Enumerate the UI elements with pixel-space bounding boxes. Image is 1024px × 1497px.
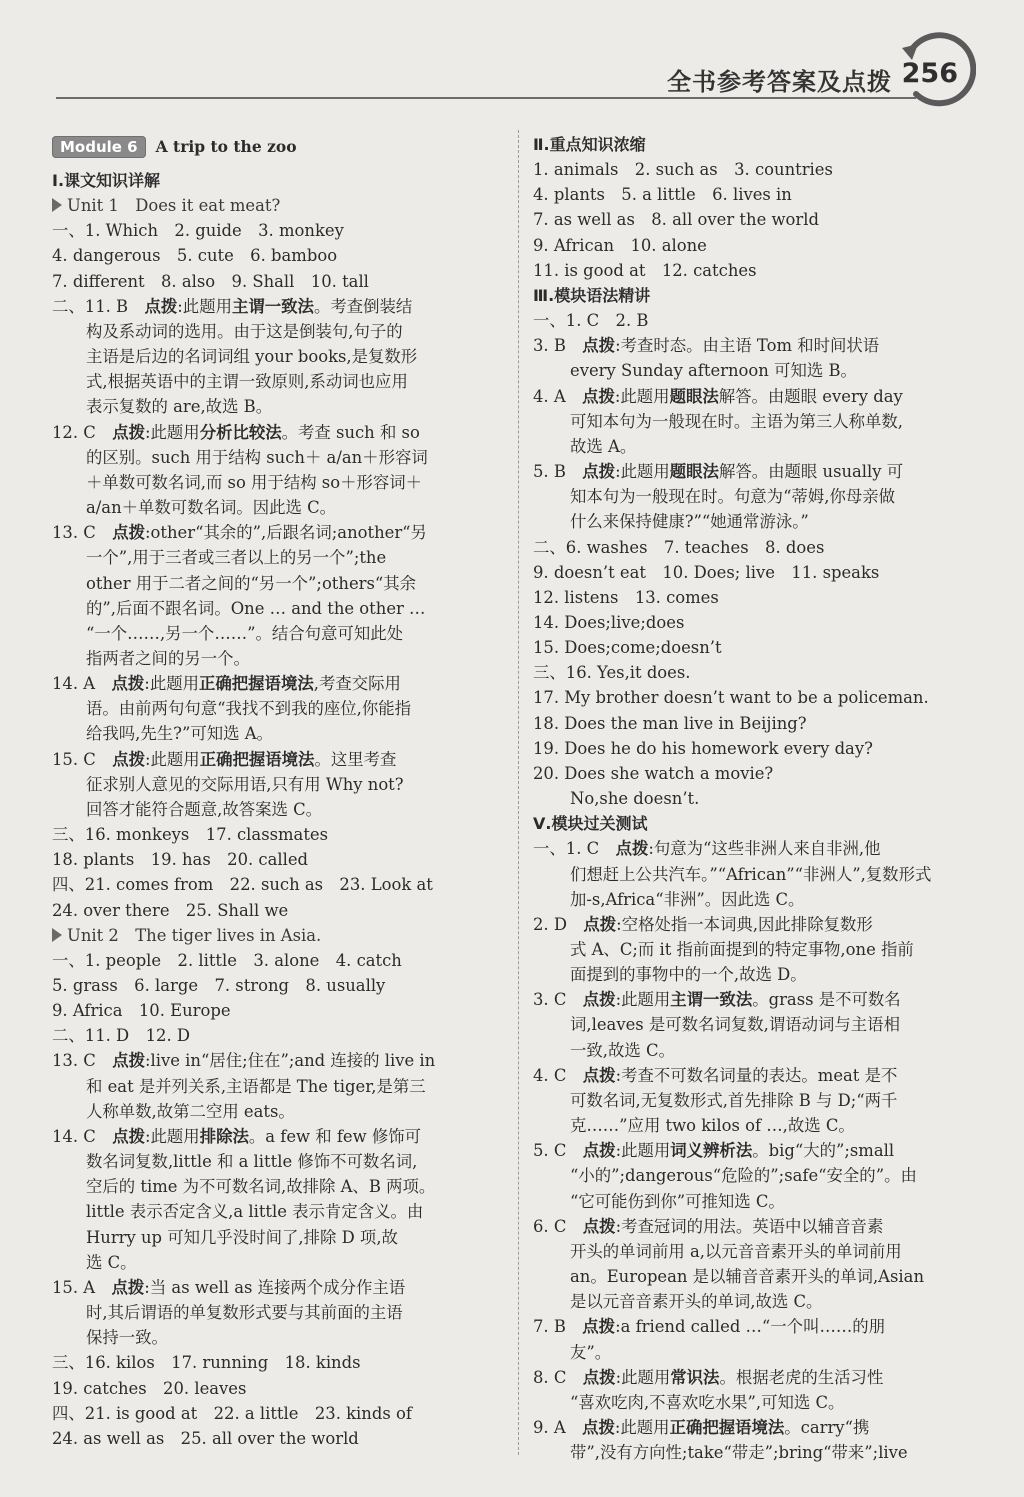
answer-line: [52, 1048, 504, 1073]
answer-line: 20. Does she watch a movie?: [533, 763, 774, 783]
answer-line: 11. is good at 12. catches: [533, 260, 757, 280]
answer-continuation: 可数名词,无复数形式,首先排除 B 与 D;“两千: [570, 1090, 898, 1110]
answer-continuation: 克……”应用 two kilos of …,故选 C。: [570, 1116, 855, 1136]
answer-continuation: 们想赶上公共汽车。”“African”“非洲人”,复数形式: [570, 864, 932, 884]
answer-continuation: 面提到的事物中的一个,故选 D。: [570, 965, 807, 985]
answer-continuation: 回答才能符合题意,故答案选 C。: [86, 799, 323, 819]
answer-line: 19. Does he do his homework every day?: [533, 738, 873, 758]
method-name: 主谓一致法: [670, 990, 753, 1010]
method-name: 常识法: [670, 1367, 720, 1387]
method-name: 分析比较法: [199, 422, 282, 442]
answer-continuation: other 用于二者之间的“另一个”;others“其余: [86, 573, 417, 593]
answer-line: 一、1. Which 2. guide 3. monkey: [52, 221, 344, 241]
answer-number: 4. C: [533, 1065, 583, 1085]
tip-label: 点拨: [582, 462, 616, 482]
answer-number: 13. C: [52, 523, 113, 543]
answer-line: 7. different 8. also 9. Shall 10. tall: [52, 271, 369, 291]
answer-number: 14. C: [52, 1126, 113, 1146]
method-name: 题眼法: [669, 462, 719, 482]
tip-text: 。a few 和 few 修饰可: [248, 1126, 422, 1146]
answer-line: 24. as well as 25. all over the world: [52, 1428, 359, 1448]
tip-label: 点拨: [582, 1367, 616, 1387]
answer-continuation: 表示复数的 are,故选 B。: [86, 397, 273, 417]
answer-number: 12. C: [52, 422, 113, 442]
tip-text: 解答。由题眼 usually 可: [718, 462, 904, 482]
answer-line: [533, 1415, 993, 1440]
answer-number: 二、11. B: [52, 296, 145, 316]
answer-line: [533, 1365, 993, 1390]
answer-continuation: 保持一致。: [86, 1328, 168, 1348]
tip-label: 点拨: [583, 914, 617, 934]
answer-continuation: 选 C。: [86, 1252, 137, 1272]
tip-label: 点拨: [112, 1126, 145, 1146]
answer-continuation: 开头的单词前用 a,以元音音素开头的单词前用: [570, 1241, 902, 1261]
answer-continuation: every Sunday afternoon 可知选 B。: [570, 361, 857, 381]
left-column: [52, 132, 504, 1451]
answer-continuation: ＋单数可数名词,而 so 用于结构 so＋形容词＋: [86, 472, 423, 492]
section-heading: Ⅱ.重点知识浓缩: [533, 135, 646, 154]
tip-text: 解答。由题眼 every day: [718, 386, 903, 406]
answer-line: 9. Africa 10. Europe: [52, 1001, 231, 1021]
answer-continuation: 的区别。such 用于结构 such＋ a/an＋形容词: [86, 447, 428, 467]
tip-label: 点拨: [111, 1277, 145, 1297]
tip-label: 点拨: [582, 1317, 616, 1337]
method-name: 正确把握语境法: [669, 1417, 785, 1437]
answer-line: 18. plants 19. has 20. called: [52, 850, 309, 870]
answer-line: 5. grass 6. large 7. strong 8. usually: [52, 976, 386, 995]
column-divider: [518, 130, 519, 1455]
module-badge: Module 6: [52, 136, 146, 158]
tip-text: :此题用: [615, 462, 670, 482]
answer-line: 7. as well as 8. all over the world: [533, 210, 819, 230]
page-header: [0, 0, 1024, 110]
answer-continuation: 给我吗,先生?”可知选 A。: [86, 724, 273, 744]
tip-label: 点拨: [582, 1141, 616, 1161]
answer-continuation: 什么来保持健康?”“她通常游泳。”: [570, 512, 809, 532]
tip-text: :a friend called …“一个叫……的朋: [615, 1317, 886, 1337]
answer-continuation: 词,leaves 是可数名词复数,谓语动词与主语相: [570, 1015, 900, 1035]
page-number: 256: [901, 58, 958, 89]
answer-number: 15. A: [52, 1277, 112, 1297]
tip-text: 。考查 such 和 so: [281, 422, 420, 442]
tip-label: 点拨: [144, 296, 178, 316]
answer-continuation: “喜欢吃肉,不喜欢吃水果”,可知选 C。: [570, 1392, 845, 1412]
answer-continuation: 是以元音音素开头的单词,故选 C。: [570, 1292, 823, 1312]
answer-line: [533, 1063, 993, 1088]
answer-number: 15. C: [52, 749, 113, 769]
right-column: [533, 132, 993, 1465]
answer-continuation: 空后的 time 为不可数名词,故排除 A、B 两项。: [86, 1177, 436, 1197]
unit-heading: [52, 193, 504, 218]
answer-continuation: 主语是后边的名词词组 your books,是复数形: [86, 347, 418, 367]
method-name: 正确把握语境法: [199, 749, 315, 769]
answer-continuation: 友”。: [570, 1342, 612, 1362]
section-heading: Ⅲ.模块语法精讲: [533, 285, 651, 305]
unit-title: Unit 2 The tiger lives in Asia.: [67, 925, 322, 945]
answer-line: 三、16. kilos 17. running 18. kinds: [52, 1353, 361, 1373]
answer-line: 12. listens 13. comes: [533, 587, 719, 607]
tip-text: 。考查倒装结: [313, 296, 413, 316]
answer-continuation: 一个”,用于三者或三者以上的另一个”;the: [86, 548, 387, 568]
answer-line: [533, 333, 993, 358]
tip-label: 点拨: [112, 523, 145, 543]
tip-label: 点拨: [582, 1417, 615, 1437]
answer-line: 二、6. washes 7. teaches 8. does: [533, 537, 825, 557]
answer-line: 15. Does;come;doesn’t: [533, 638, 722, 658]
answer-number: 7. B: [533, 1317, 583, 1337]
answer-line: 19. catches 20. leaves: [52, 1378, 247, 1398]
answer-continuation: 数名词复数,little 和 a little 修饰不可数名词,: [86, 1152, 418, 1172]
tip-text: :考查不可数名词量的表达。meat 是不: [615, 1065, 898, 1085]
answer-number: 14. A: [52, 674, 112, 694]
answer-line: [52, 747, 504, 772]
tip-text: :当 as well as 连接两个成分作主语: [144, 1277, 406, 1297]
tip-text: :此题用: [615, 1141, 671, 1161]
answer-line: 四、21. is good at 22. a little 23. kinds of: [52, 1403, 412, 1423]
tip-text: :句意为“这些非洲人来自非洲,他: [648, 839, 881, 859]
answer-continuation: 可知本句为一般现在时。主语为第三人称单数,: [570, 411, 904, 431]
tip-text: ,考查交际用: [313, 674, 401, 694]
header-rule: [56, 97, 916, 99]
answer-continuation: 故选 A。: [570, 436, 637, 456]
answer-line: [533, 987, 993, 1012]
section-heading: Ⅴ.模块过关测试: [533, 814, 648, 834]
tip-text: :考查时态。由主语 Tom 和时间状语: [615, 336, 880, 356]
answer-continuation: 的”,后面不跟名词。One … and the other …: [86, 598, 426, 618]
answer-continuation: an。European 是以辅音音素开头的单词,Asian: [570, 1267, 924, 1287]
tip-text: 。这里考查: [314, 749, 397, 769]
answer-line: 9. doesn’t eat 10. Does; live 11. speaks: [533, 562, 880, 582]
tip-text: 。根据老虎的生活习性: [719, 1367, 884, 1387]
answer-line: [533, 1138, 993, 1163]
answer-line: [52, 1124, 504, 1149]
answer-continuation: 构及系动词的选用。由于这是倒装句,句子的: [86, 321, 403, 341]
tip-text: 。big“大的”;small: [752, 1141, 895, 1161]
method-name: 主谓一致法: [231, 296, 314, 316]
answer-continuation: 人称单数,故第二空用 eats。: [86, 1101, 295, 1121]
tip-text: :此题用: [614, 1417, 670, 1437]
tip-label: 点拨: [582, 990, 616, 1010]
answer-number: 6. C: [533, 1216, 583, 1236]
answer-line: [533, 912, 993, 937]
answer-number: 2. D: [533, 914, 584, 934]
tip-label: 点拨: [112, 422, 145, 442]
answer-continuation: little 表示否定含义,a little 表示肯定含义。由: [86, 1202, 424, 1222]
tip-text: :other“其余的”,后跟名词;another“另: [145, 523, 427, 543]
tip-label: 点拨: [582, 1065, 616, 1085]
answer-continuation: 式,根据英语中的主谓一致原则,系动词也应用: [86, 372, 408, 392]
method-name: 词义辨析法: [670, 1141, 753, 1161]
answer-number: 4. A: [533, 386, 583, 406]
answer-number: 一、1. C: [533, 839, 616, 859]
answer-line: 17. My brother doesn’t want to be a policeman.: [533, 688, 929, 708]
answer-line: 1. animals 2. such as 3. countries: [533, 160, 833, 180]
unit-heading: [52, 923, 504, 948]
answer-continuation: 征求别人意见的交际用语,只有用 Why not?: [86, 774, 404, 794]
unit-title: Unit 1 Does it eat meat?: [67, 196, 281, 216]
tip-text: :此题用: [145, 422, 200, 442]
answer-line: [52, 420, 504, 445]
tip-text: :此题用: [177, 296, 232, 316]
answer-line: 14. Does;live;does: [533, 612, 685, 632]
triangle-marker-icon: [52, 928, 62, 942]
answer-continuation: 加-s,Africa“非洲”。因此选 C。: [570, 889, 805, 909]
tip-text: :考查冠词的用法。英语中以辅音音素: [615, 1216, 884, 1236]
triangle-marker-icon: [52, 198, 62, 212]
answer-line: [533, 1314, 993, 1339]
tip-text: :此题用: [144, 674, 199, 694]
answer-line: [52, 671, 504, 696]
answer-continuation: Hurry up 可知几乎没时间了,排除 D 项,故: [86, 1227, 398, 1247]
tip-text: :此题用: [145, 749, 200, 769]
answer-line: 一、1. C 2. B: [533, 311, 649, 331]
tip-text: 。grass 是不可数名: [752, 990, 901, 1010]
answer-continuation: “它可能伤到你”可推知选 C。: [570, 1191, 785, 1211]
answer-number: 13. C: [52, 1051, 113, 1071]
tip-label: 点拨: [111, 674, 145, 694]
tip-text: :空格处指一本词典,因此排除复数形: [616, 914, 873, 934]
answer-line: 9. African 10. alone: [533, 235, 707, 255]
answer-line: 四、21. comes from 22. such as 23. Look at: [52, 875, 433, 895]
tip-label: 点拨: [582, 386, 615, 406]
answer-continuation: 式 A、C;而 it 指前面提到的特定事物,one 指前: [570, 940, 914, 959]
answer-line: 二、11. D 12. D: [52, 1026, 191, 1046]
answer-line: 一、1. people 2. little 3. alone 4. catch: [52, 950, 402, 970]
tip-label: 点拨: [615, 839, 649, 859]
tip-text: :此题用: [615, 1367, 671, 1387]
module-heading: [52, 132, 504, 162]
answer-continuation: 和 eat 是并列关系,主语都是 The tiger,是第三: [86, 1076, 426, 1096]
answer-continuation: a/an＋单数可数名词。因此选 C。: [86, 498, 337, 518]
tip-label: 点拨: [582, 1216, 616, 1236]
answer-line: 4. dangerous 5. cute 6. bamboo: [52, 246, 338, 266]
section-heading: Ⅰ.课文知识详解: [52, 171, 161, 190]
module-title: A trip to the zoo: [155, 137, 297, 156]
answer-continuation: “一个……,另一个……”。结合句意可知此处: [86, 623, 403, 643]
answer-line: [52, 1275, 504, 1300]
answer-line: [533, 459, 993, 484]
answer-line: 三、16. Yes,it does.: [533, 663, 691, 683]
answer-continuation: 语。由前两句句意“我找不到我的座位,你能指: [86, 699, 412, 719]
answer-continuation: 指两者之间的另一个。: [86, 648, 250, 668]
tip-label: 点拨: [112, 1051, 145, 1071]
answer-number: 3. C: [533, 990, 583, 1010]
answer-number: 9. A: [533, 1417, 583, 1437]
answer-continuation: No,she doesn’t.: [570, 789, 700, 809]
answer-line: [533, 836, 993, 861]
tip-label: 点拨: [112, 749, 145, 769]
header-title: 全书参考答案及点拨: [667, 68, 892, 96]
tip-label: 点拨: [582, 336, 616, 356]
tip-text: :此题用: [615, 990, 671, 1010]
answer-number: 8. C: [533, 1367, 583, 1387]
answer-line: [52, 520, 504, 545]
answer-line: 4. plants 5. a little 6. lives in: [533, 185, 792, 205]
tip-text: 。carry“携: [784, 1417, 870, 1437]
method-name: 题眼法: [669, 386, 719, 406]
method-name: 正确把握语境法: [199, 674, 314, 694]
answer-continuation: “小的”;dangerous“危险的”;safe“安全的”。由: [570, 1166, 917, 1186]
answer-line: 18. Does the man live in Beijing?: [533, 713, 807, 733]
tip-text: :此题用: [145, 1126, 200, 1146]
answer-line: 24. over there 25. Shall we: [52, 900, 289, 920]
answer-number: 5. B: [533, 462, 583, 482]
answer-continuation: 带”,没有方向性;take“带走”;bring“带来”;live: [570, 1443, 908, 1463]
tip-text: :此题用: [614, 386, 670, 406]
method-name: 排除法: [199, 1126, 249, 1146]
answer-continuation: 时,其后谓语的单复数形式要与其前面的主语: [86, 1303, 403, 1323]
answer-continuation: 知本句为一般现在时。句意为“蒂姆,你母亲做: [570, 487, 896, 507]
answer-line: [52, 294, 504, 319]
answer-number: 3. B: [533, 336, 583, 356]
answer-continuation: 一致,故选 C。: [570, 1040, 675, 1060]
tip-text: :live in“居住;住在”;and 连接的 live in: [145, 1051, 436, 1071]
answer-line: 三、16. monkeys 17. classmates: [52, 825, 329, 845]
answer-line: [533, 384, 993, 409]
answer-number: 5. C: [533, 1141, 583, 1161]
answer-line: [533, 1214, 993, 1239]
